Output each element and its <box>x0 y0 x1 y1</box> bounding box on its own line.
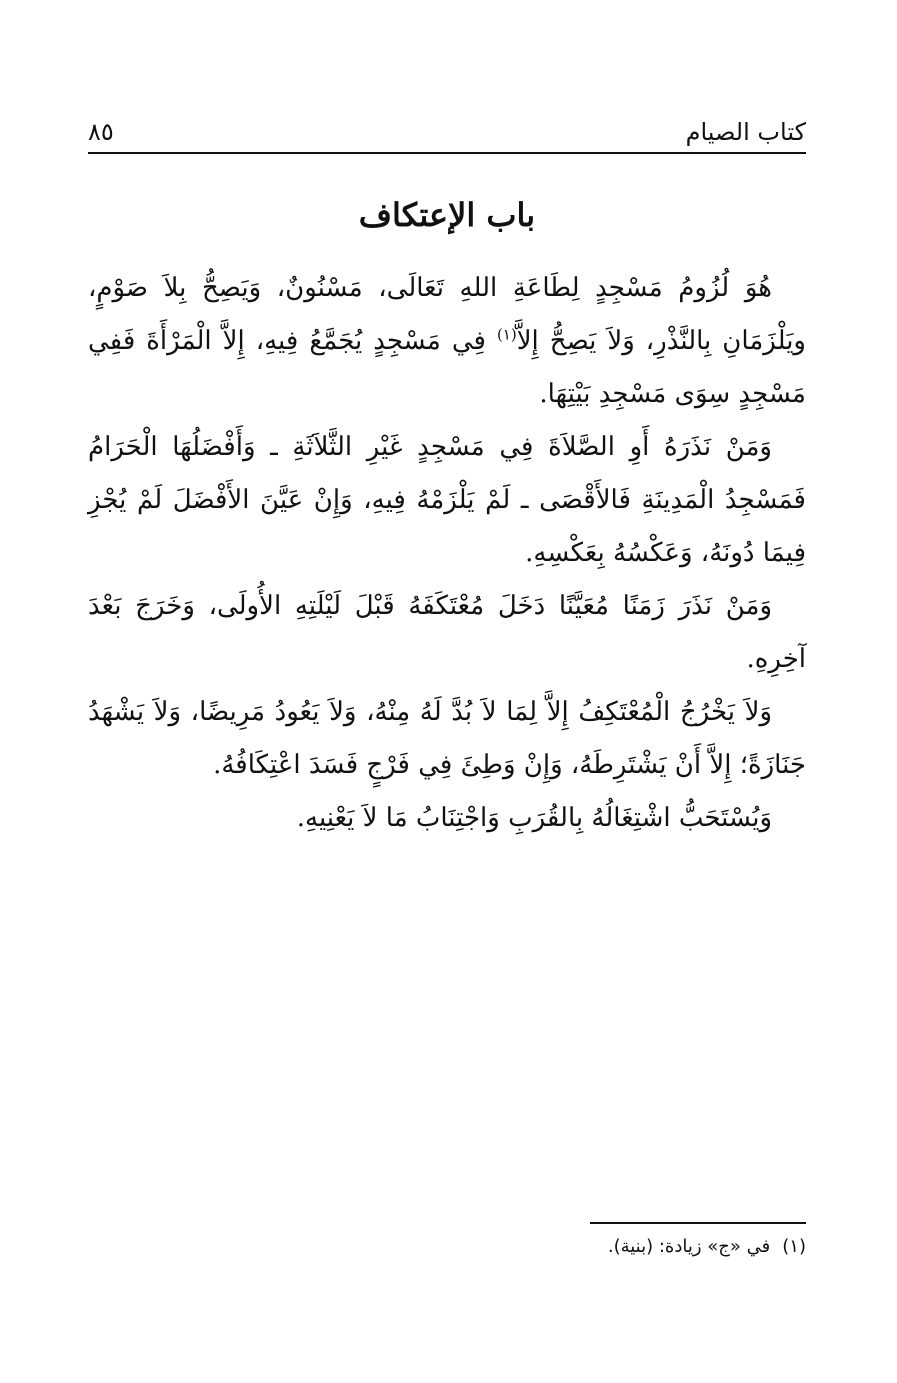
header-rule <box>88 152 806 154</box>
footnote <box>88 1236 806 1257</box>
paragraph-1-text-a: هُوَ لُزُومُ مَسْجِدٍ لِطَاعَةِ اللهِ تَعَالَى، مَسْنُونٌ، وَيَصِحُّ بِلاَ صَوْمٍ، ويَلْزَمَانِ بِالنَّذْرِ، وَلاَ يَصِحُّ إِلاَّ <box>88 273 806 356</box>
footnote-text: في «ج» زيادة: (بنية). <box>607 1236 771 1257</box>
paragraph-4: وَلاَ يَخْرُجُ الْمُعْتَكِفُ إِلاَّ لِمَا لاَ بُدَّ لَهُ مِنْهُ، وَلاَ يَعُودُ مَرِيضًا، وَلاَ يَشْهَدُ جَنَازَةً؛ إِلاَّ أَنْ يَشْتَرِطَهُ، وَإِنْ وَطِئَ فِي فَرْجٍ فَسَدَ اعْتِكَافُهُ. <box>88 697 806 780</box>
paragraph-1 <box>88 262 806 421</box>
footnote-rule <box>590 1222 806 1224</box>
paragraph-2: وَمَنْ نَذَرَهُ أَوِ الصَّلاَةَ فِي مَسْجِدٍ غَيْرِ الثَّلاَثَةِ ـ وَأَفْضَلُهَا الْحَرَامُ فَمَسْجِدُ الْمَدِينَةِ فَالأَقْصَى ـ لَمْ يَلْزَمْهُ فِيهِ، وَإِنْ عَيَّنَ الأَفْضَلَ لَمْ يُجْزِ فِيمَا دُونَهُ، وَعَكْسُهُ بِعَكْسِهِ. <box>88 432 806 568</box>
page-number: ٨٥ <box>88 118 114 146</box>
main-text <box>88 262 806 845</box>
footnote-number: (١) <box>782 1236 806 1257</box>
running-title: كتاب الصيام <box>685 118 806 146</box>
page-header <box>88 114 806 154</box>
paragraph-5: وَيُسْتَحَبُّ اشْتِغَالُهُ بِالقُرَبِ وَاجْتِنَابُ مَا لاَ يَعْنِيهِ. <box>296 803 772 833</box>
paragraph-1-text-b: فِي مَسْجِدٍ يُجَمَّعُ فِيهِ، إِلاَّ الْمَرْأَةَ فَفِي مَسْجِدٍ سِوَى مَسْجِدِ بَيْتِهَا. <box>88 326 806 409</box>
footnote-reference[interactable]: (١) <box>496 325 517 344</box>
paragraph-3: وَمَنْ نَذَرَ زَمَنًا مُعَيَّنًا دَخَلَ مُعْتَكَفَهُ قَبْلَ لَيْلَتِهِ الأُولَى، وَخَرَجَ بَعْدَ آخِرِهِ. <box>88 591 806 674</box>
chapter-title: باب الإعتكاف <box>358 196 536 234</box>
